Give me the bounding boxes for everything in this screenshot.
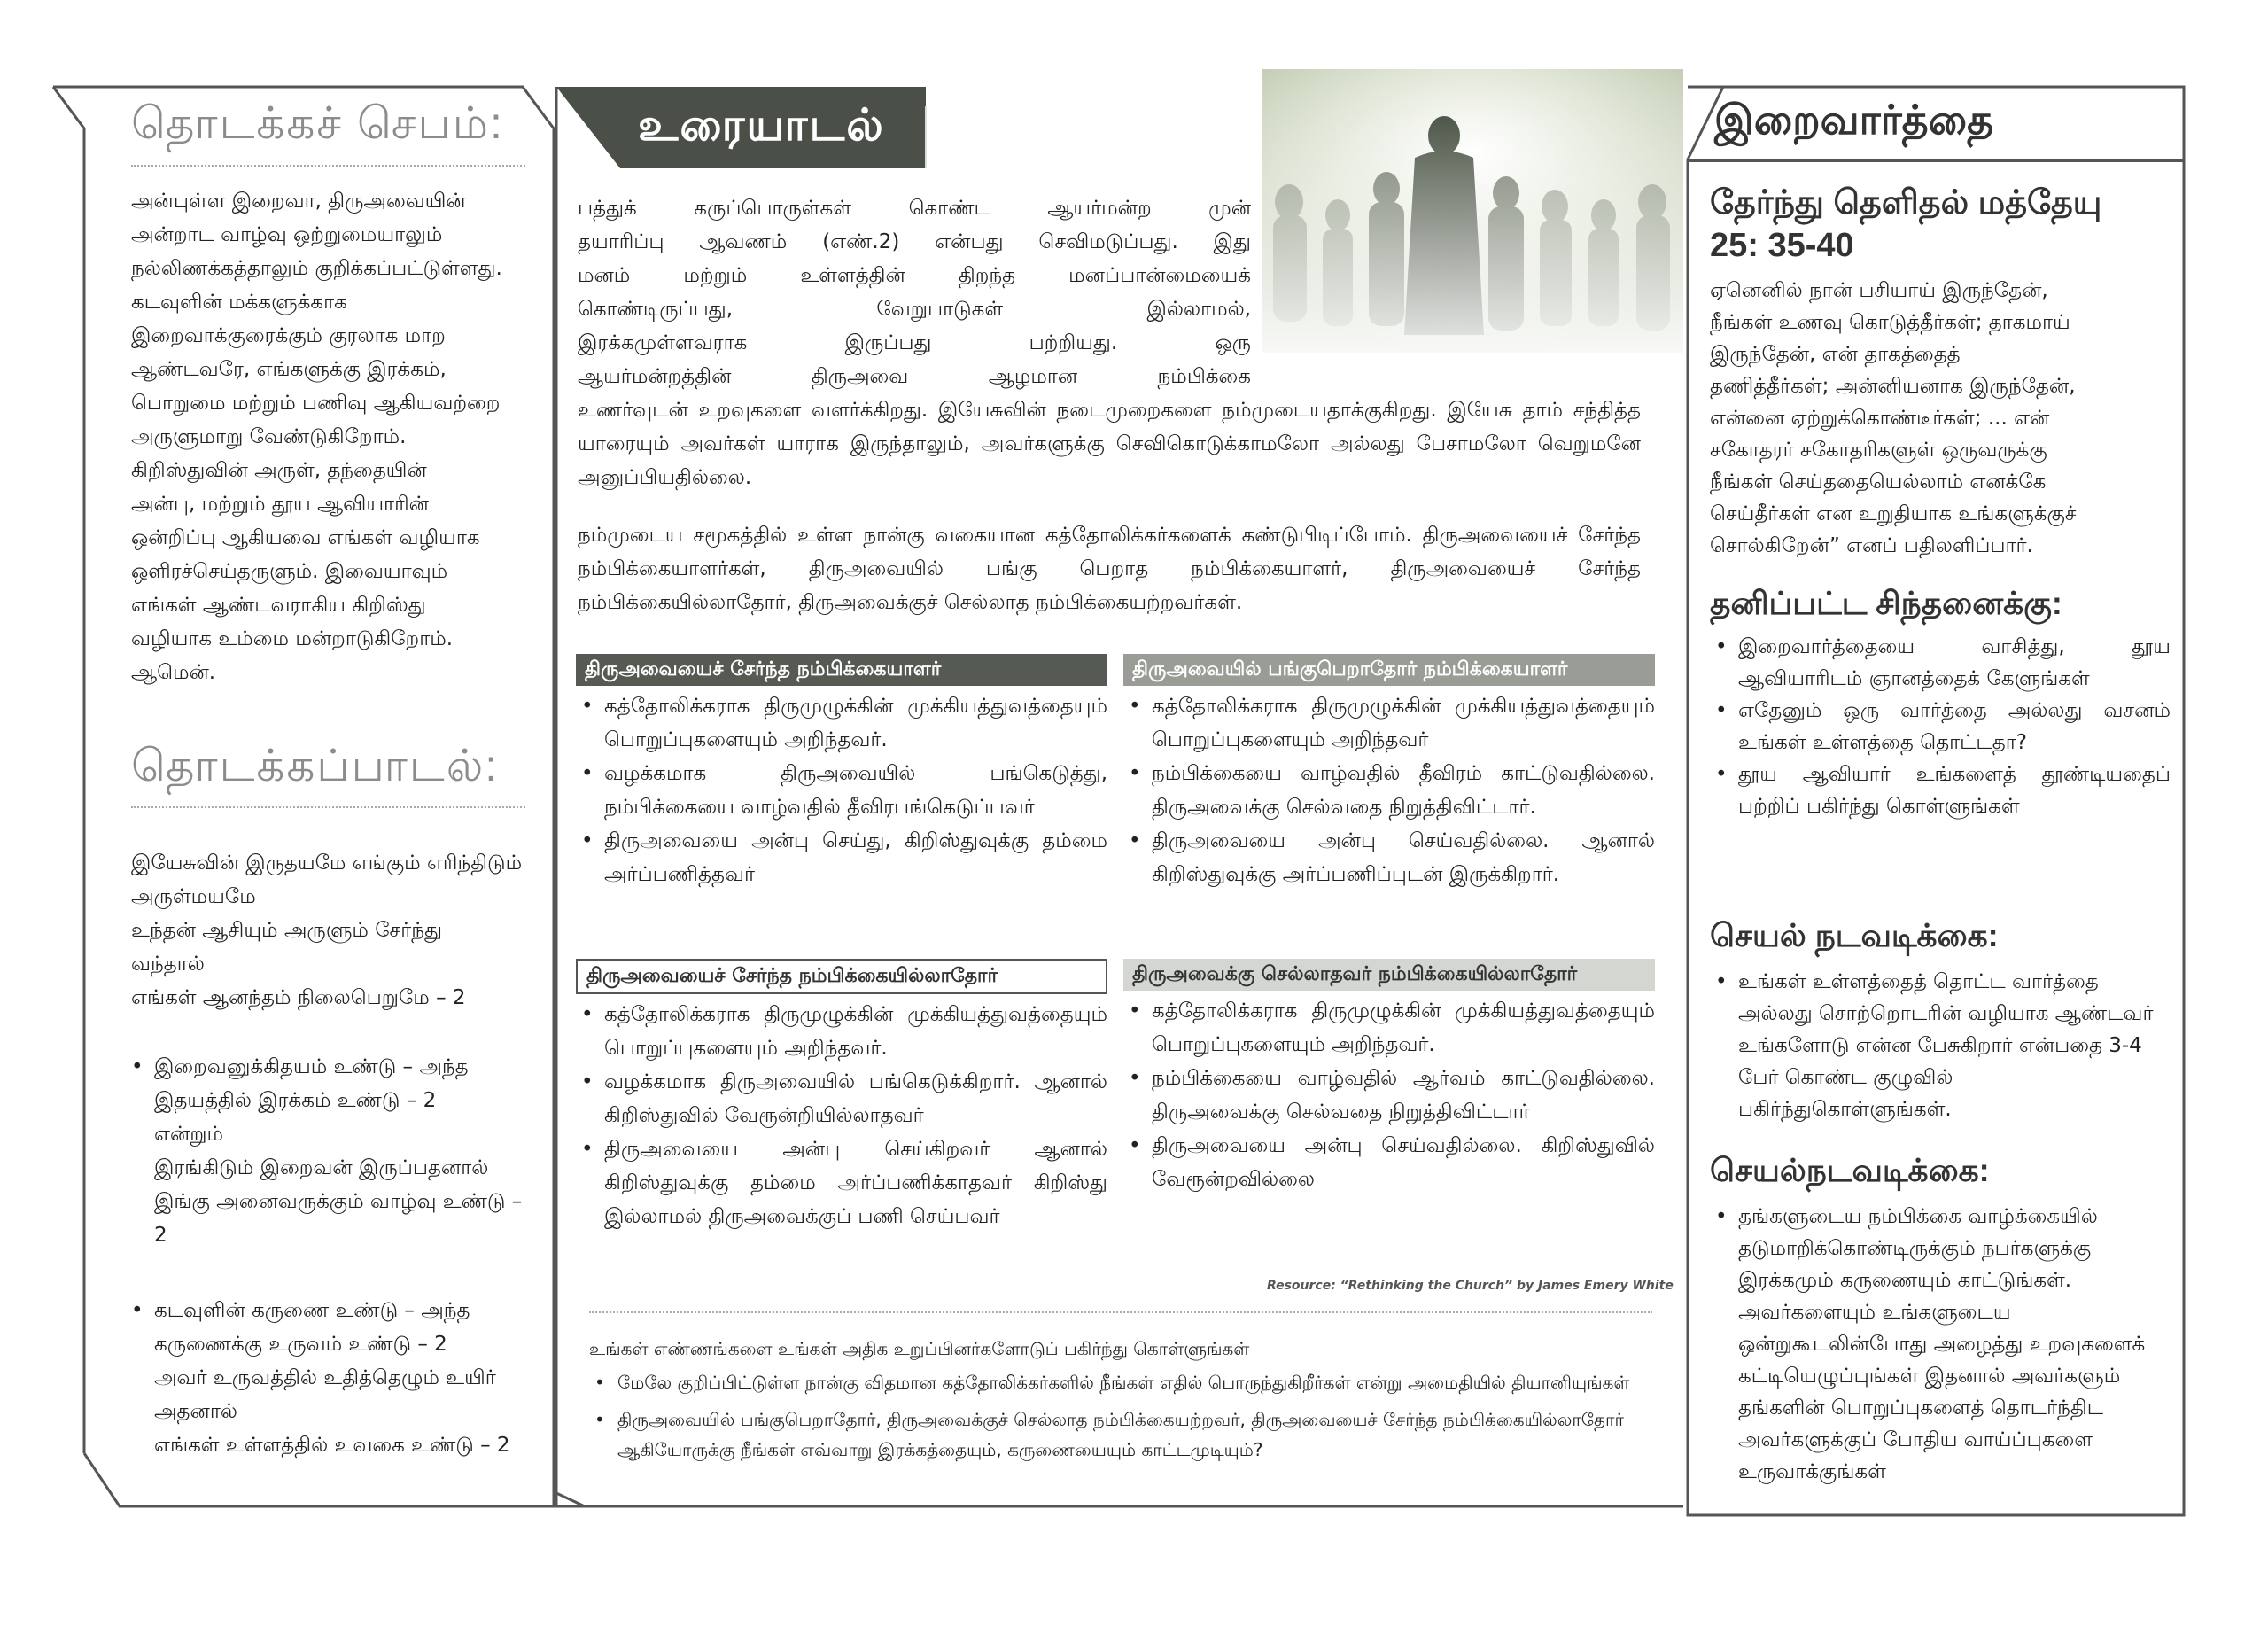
four-types-paragraph: நம்முடைய சமூகத்தில் உள்ள நான்கு வகையான கத்தோலிக்கர்களைக் கண்டுபிடிப்போம். திருஅவையைச் சேர்ந்த நம்பிக்கையாளர்கள், திருஅவையில் பங்கு பெறாத நம்பிக்கையாளர், திருஅவையைச் சேர்ந்த நம்பிக்கையில்லாதோர், திருஅவைக்குச் செல்லாத நம்பிக்கையற்றவர்கள்.: [578, 524, 1641, 614]
dialogue-title: உரையாடல்: [638, 100, 885, 150]
action-list: [1710, 966, 2171, 1125]
list-item: • திருஅவையை அன்பு செய்வதில்லை. ஆனால் கிறிஸ்துவுக்கு அர்ப்பணிப்புடன் இருக்கிறார்.: [1123, 824, 1655, 891]
intro-line: இரக்கமுள்ளவராக இருப்பது பற்றியது. ஒரு: [578, 331, 1251, 354]
list-item: • உங்கள் உள்ளத்தைத் தொட்ட வார்த்தை அல்லது சொற்றொடரின் வழியாக ஆண்டவர் உங்களோடு என்ன பேசுகிறார் என்பதை 3-4 பேர் கொண்ட குழுவில் பகிர்ந்துகொள்ளுங்கள்.: [1710, 966, 2171, 1125]
box-title: திருஅவையைச் சேர்ந்த நம்பிக்கையாளர்: [576, 654, 1107, 686]
prayer-line: எங்கள் ஆண்டவராகிய கிறிஸ்து: [131, 594, 426, 617]
crowd-illustration: [1262, 69, 1683, 353]
prayer-line: இறைவாக்குரைக்கும் குரலாக மாற: [131, 324, 446, 347]
intro-text: [578, 191, 1251, 393]
list-item: • கத்தோலிக்கராக திருமுழுக்கின் முக்கியத்துவத்தையும் பொறுப்புகளையும் அறிந்தவர்.: [1123, 994, 1655, 1062]
word-of-god-title: இறைவார்த்தை: [1714, 97, 1994, 143]
prayer-line: அன்பு, மற்றும் தூய ஆவியாரின்: [131, 493, 429, 516]
song-verse-2: [131, 1294, 539, 1462]
song-line: வந்தால்: [131, 953, 205, 976]
prayer-line: அன்றாட வாழ்வு ஒற்றுமையாலும்: [131, 223, 443, 246]
prayer-line: கிறிஸ்துவின் அருள், தந்தையின்: [131, 459, 427, 482]
bullet-dot: •: [131, 1055, 144, 1078]
share-section: [589, 1334, 1652, 1465]
reading-line: சொல்கிறேன்” எனப் பதிலளிப்பார்.: [1710, 534, 2033, 557]
song-line: 2: [154, 1224, 167, 1247]
prayer-line: வழியாக உம்மை மன்றாடுகிறோம்.: [131, 627, 454, 650]
reading-line: இருந்தேன், என் தாகத்தைத்: [1710, 343, 1961, 366]
list-item: • திருஅவையை அன்பு செய்து, கிறிஸ்துவுக்கு தம்மை அர்ப்பணித்தவர்: [576, 824, 1107, 891]
action2-list: [1710, 1201, 2171, 1488]
list-item: • கத்தோலிக்கராக திருமுழுக்கின் முக்கியத்துவத்தையும் பொறுப்புகளையும் அறிந்தவர்: [1123, 689, 1655, 757]
box-title: திருஅவையில் பங்குபெறாதோர் நம்பிக்கையாளர்: [1123, 654, 1655, 686]
believer-belonging-box: [576, 654, 1107, 891]
box-title: திருஅவையைச் சேர்ந்த நம்பிக்கையில்லாதோர்: [576, 959, 1107, 994]
list-item: • திருஅவையை அன்பு செய்கிறவர் ஆனால் கிறிஸ்துவுக்கு தம்மை அர்ப்பணிக்காதவர் கிறிஸ்து இல்லாமல் திருஅவைக்குப் பணி செய்பவர்: [576, 1132, 1107, 1233]
reading-line: சகோதரர் சகோதரிகளுள் ஒருவருக்கு: [1710, 439, 2047, 462]
bullet-dot: •: [131, 1299, 144, 1322]
nonbeliever-not-belonging-box: [1123, 959, 1655, 1196]
intro-continued: உணர்வுடன் உறவுகளை வளர்க்கிறது. இயேசுவின் நடைமுறைகளை நம்முடையதாக்குகிறது. இயேசு தாம் சந்தித்த யாரையும் அவர்கள் யாராக இருந்தாலும், அவர்களுக்கு செவிகொடுக்காமலோ அல்லது பேசாமலோ வெறுமனே அனுப்பியதில்லை.: [578, 399, 1641, 489]
song-line: எங்கள் உள்ளத்தில் உவகை உண்டு – 2: [154, 1434, 510, 1457]
resource-credit: Resource: “Rethinking the Church” by James Emery White: [1267, 1279, 1674, 1293]
intro-line: பத்துக் கருப்பொருள்கள் கொண்ட ஆயர்மன்ற முன்: [578, 197, 1251, 220]
reading-line: செய்தீர்கள் என உறுதியாக உங்களுக்குச்: [1710, 502, 2077, 525]
song-verse-1: [131, 1050, 539, 1252]
action-title: செயல் நடவடிக்கை:: [1710, 917, 1999, 953]
reading-line: நீங்கள் உணவு கொடுத்தீர்கள்; தாகமாய்: [1710, 311, 2070, 334]
opening-prayer-title: தொடக்கச் செபம்:: [131, 98, 504, 148]
list-item: • கத்தோலிக்கராக திருமுழுக்கின் முக்கியத்துவத்தையும் பொறுப்புகளையும் அறிந்தவர்.: [576, 998, 1107, 1065]
song-line: அருள்மயமே: [131, 885, 256, 908]
reading-line: தணித்தீர்கள்; அன்னியனாக இருந்தேன்,: [1710, 375, 2076, 398]
opening-prayer-text: [131, 184, 534, 689]
list-item: • நம்பிக்கையை வாழ்வதில் தீவிரம் காட்டுவதில்லை. திருஅவைக்கு செல்வதை நிறுத்திவிட்டார்.: [1123, 757, 1655, 824]
opening-song-title: தொடக்கப்பாடல்:: [131, 741, 500, 790]
song-line: கடவுளின் கருணை உண்டு – அந்த: [154, 1299, 470, 1322]
song-line: கருணைக்கு உருவம் உண்டு – 2: [154, 1333, 447, 1356]
divider: [131, 165, 525, 167]
prayer-line: ஆமென்.: [131, 661, 216, 684]
reading-text: [1710, 275, 2171, 562]
song-line: உந்தன் ஆசியும் அருளும் சேர்ந்து: [131, 919, 443, 942]
song-intro: [131, 846, 534, 1015]
reflection-title: தனிப்பட்ட சிந்தனைக்கு:: [1710, 585, 2062, 621]
reading-line: என்னை ஏற்றுக்கொண்டீர்கள்; ... என்: [1710, 407, 2050, 430]
prayer-line: நல்லிணக்கத்தாலும் குறிக்கப்பட்டுள்ளது.: [131, 257, 502, 280]
song-line: இறைவனுக்கிதயம் உண்டு – அந்த: [154, 1055, 469, 1078]
reading-ref-line: 25: 35-40: [1710, 227, 1854, 264]
song-line: அதனால்: [154, 1400, 237, 1423]
prayer-line: அன்புள்ள இறைவா, திருஅவையின்: [131, 190, 466, 213]
box-list: [576, 689, 1107, 891]
list-item: • நம்பிக்கையை வாழ்வதில் ஆர்வம் காட்டுவதில்லை. திருஅவைக்கு செல்வதை நிறுத்திவிட்டார்: [1123, 1062, 1655, 1129]
song-line: அவர் உருவத்தில் உதித்தெழும் உயிர்: [154, 1366, 496, 1389]
divider: [131, 806, 525, 808]
song-line: இதயத்தில் இரக்கம் உண்டு – 2: [154, 1089, 437, 1112]
share-list: [589, 1367, 1652, 1465]
verse-bullet: [131, 1294, 539, 1462]
list-item: • வழக்கமாக திருஅவையில் பங்கெடுத்து, நம்பிக்கையை வாழ்வதில் தீவிரபங்கெடுப்பவர்: [576, 757, 1107, 824]
reading-reference: [1710, 182, 2171, 267]
song-line: இயேசுவின் இருதயமே எங்கும் எரிந்திடும்: [131, 852, 523, 875]
prayer-line: பொறுமை மற்றும் பணிவு ஆகியவற்றை: [131, 392, 501, 415]
list-item: • வழக்கமாக திருஅவையில் பங்கெடுக்கிறார். ஆனால் கிறிஸ்துவில் வேரூன்றியில்லாதவர்: [576, 1065, 1107, 1132]
prayer-line: ஒளிரச்செய்தருளும். இவையாவும்: [131, 560, 448, 583]
box-title: திருஅவைக்கு செல்லாதவர் நம்பிக்கையில்லாதோர்: [1123, 959, 1655, 991]
divider: [589, 1311, 1652, 1313]
crowd-image: [1262, 69, 1683, 353]
song-line: என்றும்: [154, 1123, 223, 1146]
intro-line: கொண்டிருப்பது, வேறுபாடுகள் இல்லாமல்,: [578, 298, 1251, 321]
prayer-line: அருளுமாறு வேண்டுகிறோம்.: [131, 425, 407, 448]
reading-line: ஏனெனில் நான் பசியாய் இருந்தேன்,: [1710, 279, 2048, 302]
intro-line: ஆயர்மன்றத்தின் திருஅவை ஆழமான நம்பிக்கை: [578, 365, 1251, 388]
prayer-line: ஆண்டவரே, எங்களுக்கு இரக்கம்,: [131, 358, 447, 381]
box-list: [1123, 994, 1655, 1196]
reflection-list: [1710, 631, 2171, 822]
verse-bullet: [131, 1050, 539, 1252]
box-list: [576, 998, 1107, 1233]
reading-line: நீங்கள் செய்ததையெல்லாம் எனக்கே: [1710, 471, 2047, 494]
intro-line: மனம் மற்றும் உள்ளத்தின் திறந்த மனப்பான்மையைக்: [578, 264, 1251, 287]
list-item: • திருஅவையை அன்பு செய்வதில்லை. கிறிஸ்துவில் வேரூன்றவில்லை: [1123, 1129, 1655, 1196]
reading-ref-line: தேர்ந்து தெளிதல் மத்தேயு: [1710, 184, 2102, 222]
prayer-line: கடவுளின் மக்களுக்காக: [131, 291, 347, 314]
song-line: எங்கள் ஆனந்தம் நிலைபெறுமே – 2: [131, 986, 466, 1009]
list-item: • கத்தோலிக்கராக திருமுழுக்கின் முக்கியத்துவத்தையும் பொறுப்புகளையும் அறிந்தவர்.: [576, 689, 1107, 757]
intro-line: தயாரிப்பு ஆவணம் (எண்.2) என்பது செவிமடுப்பது. இது: [578, 230, 1251, 253]
song-line: இரங்கிடும் இறைவன் இருப்பதனால்: [154, 1156, 489, 1179]
prayer-line: ஒன்றிப்பு ஆகியவை எங்கள் வழியாக: [131, 526, 480, 549]
list-item: • திருஅவையில் பங்குபெறாதோர், திருஅவைக்குச் செல்லாத நம்பிக்கையற்றவர், திருஅவையைச் சேர்ந்த நம்பிக்கையில்லாதோர் ஆகியோருக்கு நீங்கள் எவ்வாறு இரக்கத்தையும், கருணையையும் காட்டமுடியும்?: [589, 1404, 1652, 1465]
list-item: • எதேனும் ஒரு வார்த்தை அல்லது வசனம் உங்கள் உள்ளத்தை தொட்டதா?: [1710, 695, 2171, 759]
nonbeliever-belonging-box: [576, 959, 1107, 1233]
list-item: • தங்களுடைய நம்பிக்கை வாழ்க்கையில் தடுமாறிக்கொண்டிருக்கும் நபர்களுக்கு இரக்கமும் கருணையும் காட்டுங்கள். அவர்களையும் உங்களுடைய ஒன்றுகூடலின்போது அழைத்து உறவுகளைக் கட்டியெழுப்புங்கள் இதனால் அவர்களும் தங்களின் பொறுப்புகளைத் தொடர்ந்திட அவர்களுக்குப் போதிய வாய்ப்புகளை உருவாக்குங்கள்: [1710, 1201, 2171, 1488]
believer-not-belonging-box: [1123, 654, 1655, 891]
list-item: • தூய ஆவியார் உங்களைத் தூண்டியதைப் பற்றிப் பகிர்ந்து கொள்ளுங்கள்: [1710, 759, 2171, 822]
list-item: • மேலே குறிப்பிட்டுள்ள நான்கு விதமான கத்தோலிக்கர்களில் நீங்கள் எதில் பொருந்துகிறீர்கள் என்று அமைதியில் தியானியுங்கள்: [589, 1367, 1652, 1397]
share-title: உங்கள் எண்ணங்களை உங்கள் அதிக உறுப்பினர்களோடுப் பகிர்ந்து கொள்ளுங்கள்: [589, 1338, 1250, 1359]
list-item: • இறைவார்த்தையை வாசித்து, தூய ஆவியாரிடம் ஞானத்தைக் கேளுங்கள்: [1710, 631, 2171, 695]
song-line: இங்கு அனைவருக்கும் வாழ்வு உண்டு –: [154, 1190, 523, 1213]
box-list: [1123, 689, 1655, 891]
divider: [1688, 159, 2184, 162]
action2-title: செயல்நடவடிக்கை:: [1710, 1152, 1990, 1188]
